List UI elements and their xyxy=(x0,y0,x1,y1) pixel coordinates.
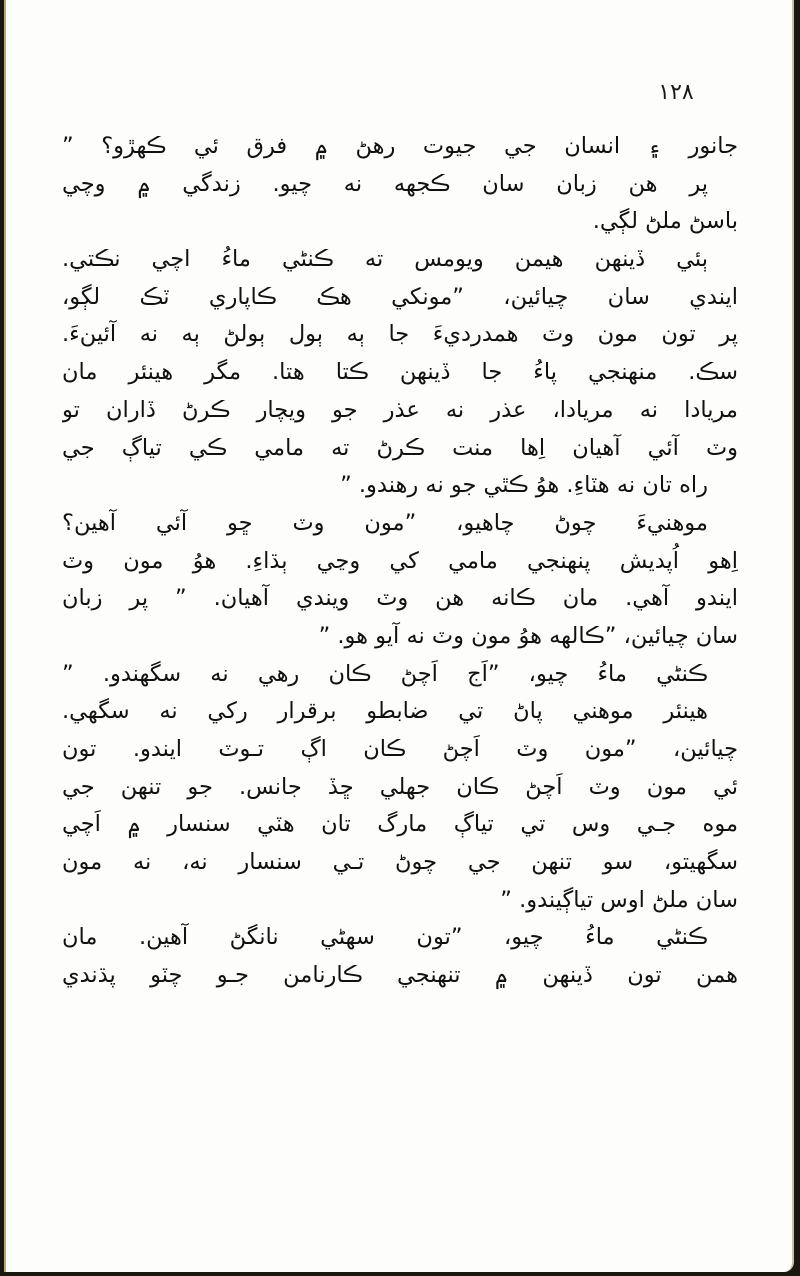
text-line: راه تان نه هٽاءِ. هوُ ڪٿي جو نه رهندو. ” xyxy=(340,472,708,499)
text-line: باسڻ ملڻ لڳي. xyxy=(592,208,738,235)
body-text xyxy=(62,128,738,995)
text-line: پر هن زبان سان ڪجهه نه چيو. زندگي ۾ وچي xyxy=(62,170,708,197)
text-line: هينئر موهني پاڻ تي ضابطو برقرار رکي نه سگهي. xyxy=(62,698,708,725)
text-line: ايندو آهي. مان ڪانه هن وٽ ويندي آهيان. ” پر زبان xyxy=(62,585,738,612)
text-line: وٽ آئي آهيان اِها منت ڪرڻ ته مامي ڪي تياڳ جي xyxy=(62,434,738,461)
text-line: ڪنڻي ماءُ چيو، ”تون سهڻي نانگڻ آهين. مان xyxy=(62,924,708,951)
text-line: موه جـي وس تي تياڳ مارگ تان هٽي سنسار ۾ اَچي xyxy=(62,811,738,838)
text-line: جانور ۽ انسان جي جيوت رهڻ ۾ فرق ئي ڪهڙو؟ ” xyxy=(62,133,738,159)
text-line: ايندي سان چيائين، ”مونکي هڪ ڪاپاري ٽڪ لڳو، xyxy=(62,283,738,310)
text-line: پر تون مون وٽ همدرديءَ جا ٻه ٻول ٻولڻ ٻه نه آئينءَ. xyxy=(62,321,738,348)
text-line: سگهيتو، سو تنهن جي چوڻ تـي سنسار نه، نه مون xyxy=(62,849,738,876)
text-line: مريادا نه مريادا، عذر نه عذر جو ويچار ڪرڻ ڏاران تو xyxy=(62,396,738,423)
text-line: چيائين، ”مون وٽ اَچڻ ڪان اڳ تـوٽ ايندو. تون xyxy=(62,736,738,762)
text-line: اِهو اُپديش پنهنجي مامي کي وڃي ٻڌاءِ. هوُ مون وٽ xyxy=(62,547,738,574)
page-number: ١٢٨ xyxy=(658,80,694,105)
text-line: سڪ. منهنجي پاءُ جا ڏينهن ڪتا هتا. مگر هينئر مان xyxy=(62,359,738,386)
text-line: موهنيءَ چوڻ چاهيو، ”مون وٽ ڇو آئي آهين؟ xyxy=(62,509,708,536)
text-line: ڪنڻي ماءُ چيو، ”اَج اَچڻ ڪان رهي نه سگهندو. ” xyxy=(62,660,708,687)
text-line: سان چيائين، ”ڪالهه هوُ مون وٽ نه آيو هو. ” xyxy=(318,622,738,649)
book-page xyxy=(4,0,794,1272)
text-line: ئي مون وٽ اَچڻ ڪان جهلي ڇڏ جانس. جو تنهن جي xyxy=(62,773,738,800)
text-line: همن تون ڏينهن ۾ تنهنجي ڪارنامن جـو چٽو پڌندي xyxy=(62,962,738,989)
text-line: سان ملڻ اوس تياڳيندو. ” xyxy=(500,886,738,913)
text-line: ٻئي ڏينهن هيمن ويومس ته ڪنڻي ماءُ اچي نڪتي. xyxy=(62,246,708,273)
